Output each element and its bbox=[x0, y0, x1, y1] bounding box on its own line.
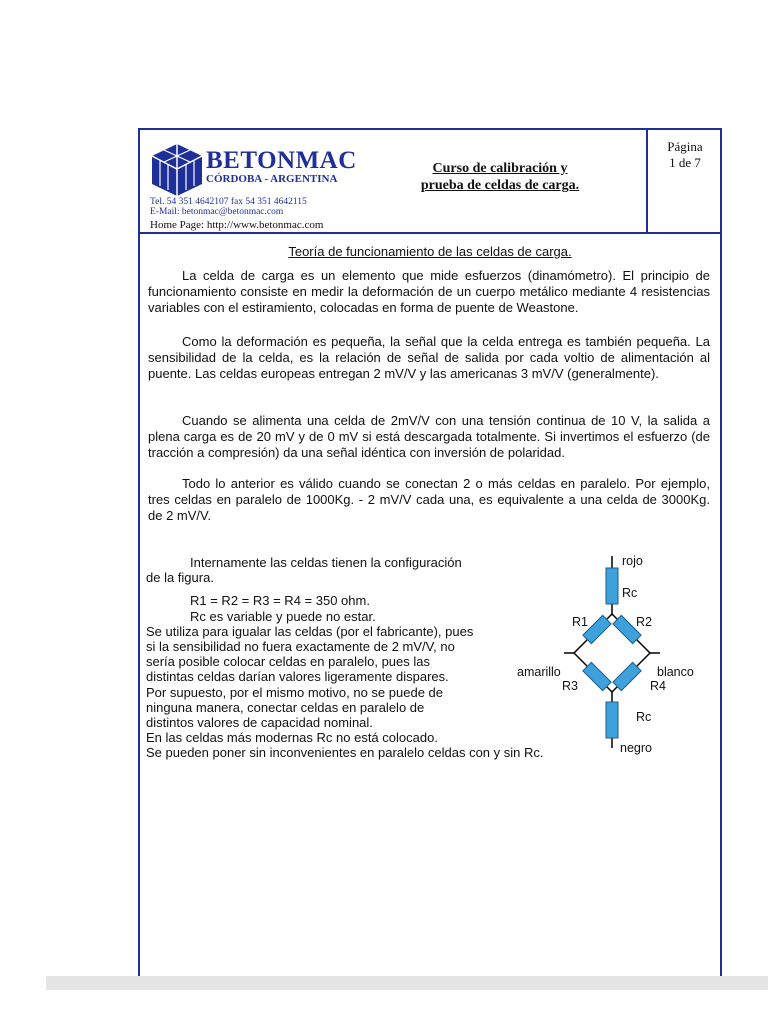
config-line: Internamente las celdas tienen la configuración bbox=[190, 555, 462, 570]
brand-location: CÓRDOBA - ARGENTINA bbox=[206, 173, 338, 185]
paragraph-1: La celda de carga es un elemento que mide esfuerzos (dinamómetro). El principio de funcionamiento consiste en medir la deformación de un cuerpo metálico mediante 4 resistencias variables con el estiramiento, colocadas en forma de puente de Weastone. bbox=[148, 268, 710, 315]
paragraph-2: Como la deformación es pequeña, la señal que la celda entrega es también pequeña. La sensibilidad de la celda, es la relación de señal de salida por cada voltio de alimentación al puente. Las celdas europeas entregan 2 mV/V y las americanas 3 mV/V (generalmente). bbox=[148, 334, 710, 381]
wire-r1-lower bbox=[574, 639, 588, 653]
label-r1: R1 bbox=[572, 615, 588, 629]
paragraph-3: Cuando se alimenta una celda de 2mV/V con una tensión continua de 10 V, la salida a plena carga es de 20 mV y de 0 mV si está descargada totalmente. Si invertimos el esfuerzo (de tracción a compresión) da una señal idéntica con inversión de polaridad. bbox=[148, 413, 710, 460]
course-title-line-1: Curso de calibración y bbox=[432, 161, 568, 176]
course-title-line-2: prueba de celdas de carga. bbox=[420, 178, 580, 193]
wire-r3-upper bbox=[574, 653, 588, 667]
config-line: sería posible colocar celdas en paralelo, pues las bbox=[146, 654, 431, 670]
label-r2: R2 bbox=[636, 615, 652, 629]
paragraph-4: Todo lo anterior es válido cuando se conectan 2 o más celdas en paralelo. Por ejemplo, tres celdas en paralelo de 1000Kg. - 2 mV/V cada una, es equivalente a una celda de 3000Kg. de 2 mV/V. bbox=[148, 476, 710, 523]
config-line: si la sensibilidad no fuera exactamente de 2 mV/V, no bbox=[146, 639, 455, 655]
label-negro: negro bbox=[620, 741, 652, 755]
bridge-diagram bbox=[512, 548, 712, 778]
brand-name: BETONMAC bbox=[206, 147, 357, 174]
config-line: distintos valores de capacidad nominal. bbox=[146, 715, 373, 731]
label-r3: R3 bbox=[562, 679, 578, 693]
contact-phone: Tel. 54 351 4642107 fax 54 351 4642115 bbox=[150, 197, 307, 207]
header-divider bbox=[138, 232, 722, 234]
resistor-r3 bbox=[583, 662, 611, 690]
contact-email[interactable]: E-Mail: betonmac@betonmac.com bbox=[150, 207, 284, 217]
config-line: Se pueden poner sin inconvenientes en paralelo celdas con y sin Rc. bbox=[146, 745, 544, 761]
page-label: Página bbox=[667, 139, 703, 154]
document-title: Teoría de funcionamiento de las celdas de carga. bbox=[288, 244, 572, 259]
label-blanco: blanco bbox=[657, 665, 694, 679]
label-r4: R4 bbox=[650, 679, 666, 693]
resistor-r4 bbox=[613, 662, 641, 690]
resistor-rc-bottom bbox=[606, 702, 618, 738]
logo-cube-icon bbox=[150, 142, 204, 196]
page-number: 1 de 7 bbox=[669, 155, 701, 170]
config-line: R1 = R2 = R3 = R4 = 350 ohm. bbox=[190, 593, 370, 609]
page-indicator bbox=[648, 139, 722, 171]
contact-homepage[interactable]: Home Page: http://www.betonmac.com bbox=[150, 219, 324, 231]
config-line: Rc es variable y puede no estar. bbox=[190, 608, 376, 624]
course-title bbox=[392, 160, 608, 194]
label-rc-top: Rc bbox=[622, 586, 638, 600]
label-rojo: rojo bbox=[622, 554, 643, 568]
label-amarillo: amarillo bbox=[517, 665, 561, 679]
config-line: Se utiliza para igualar las celdas (por el fabricante), pues bbox=[146, 623, 474, 639]
wire-r2-lower bbox=[636, 639, 650, 653]
wire-r4-upper bbox=[636, 653, 650, 667]
bridge-schematic bbox=[512, 548, 712, 778]
label-rc-bottom: Rc bbox=[636, 710, 652, 724]
config-line: ninguna manera, conectar celdas en paralelo de bbox=[146, 699, 425, 715]
config-line: distintas celdas darían valores ligeramente dispares. bbox=[146, 669, 449, 685]
resistor-rc-top bbox=[606, 568, 618, 604]
config-line: de la figura. bbox=[146, 570, 214, 586]
config-line: Por supuesto, por el mismo motivo, no se puede de bbox=[146, 684, 443, 700]
betonmac-logo bbox=[150, 142, 204, 201]
config-line: En las celdas más modernas Rc no está colocado. bbox=[146, 730, 438, 746]
viewer-bottom-strip bbox=[46, 976, 768, 990]
